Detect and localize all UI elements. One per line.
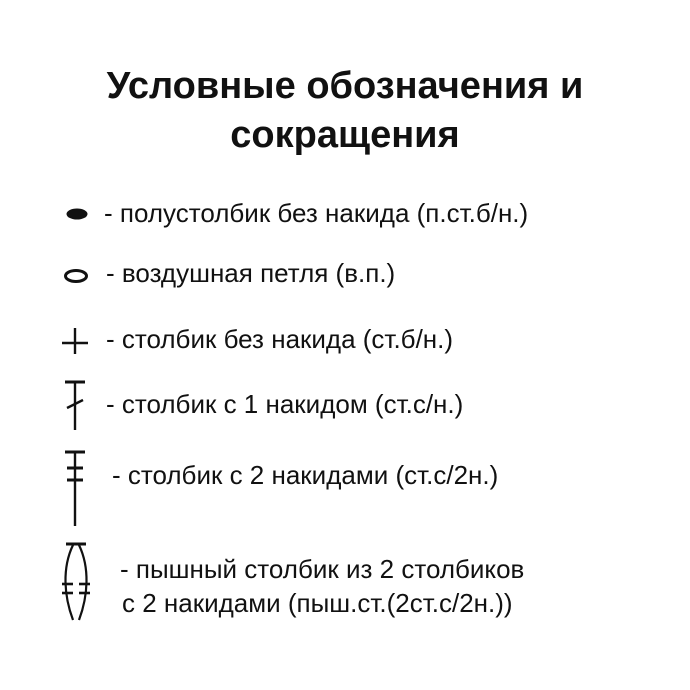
legend-item-puff-line-1: - пышный столбик из 2 столбиков <box>120 554 525 584</box>
filled-dot-icon <box>60 200 94 230</box>
double-crossbar-stitch-icon <box>58 448 92 530</box>
legend-item-tr: - столбик с 2 накидами (ст.с/2н.) <box>112 460 499 490</box>
legend-item-puff-line-2: с 2 накидами (пыш.ст.(2ст.с/2н.)) <box>122 588 513 618</box>
plus-icon <box>58 324 92 358</box>
legend-item-chain: - воздушная петля (в.п.) <box>106 258 396 288</box>
title-line-1: Условные обозначения и <box>106 65 584 107</box>
single-crossbar-stitch-icon <box>58 378 92 434</box>
page-title <box>0 62 690 160</box>
legend-item-dc: - столбик с 1 накидом (ст.с/н.) <box>106 389 464 419</box>
legend-item-sc: - столбик без накида (ст.б/н.) <box>106 324 454 354</box>
puff-stitch-icon <box>56 540 96 624</box>
legend-item-sc-hdc: - полустолбик без накида (п.ст.б/н.) <box>104 198 529 228</box>
open-oval-icon <box>58 262 94 290</box>
title-line-2: сокращения <box>230 114 460 156</box>
legend-item-puff <box>120 552 524 620</box>
